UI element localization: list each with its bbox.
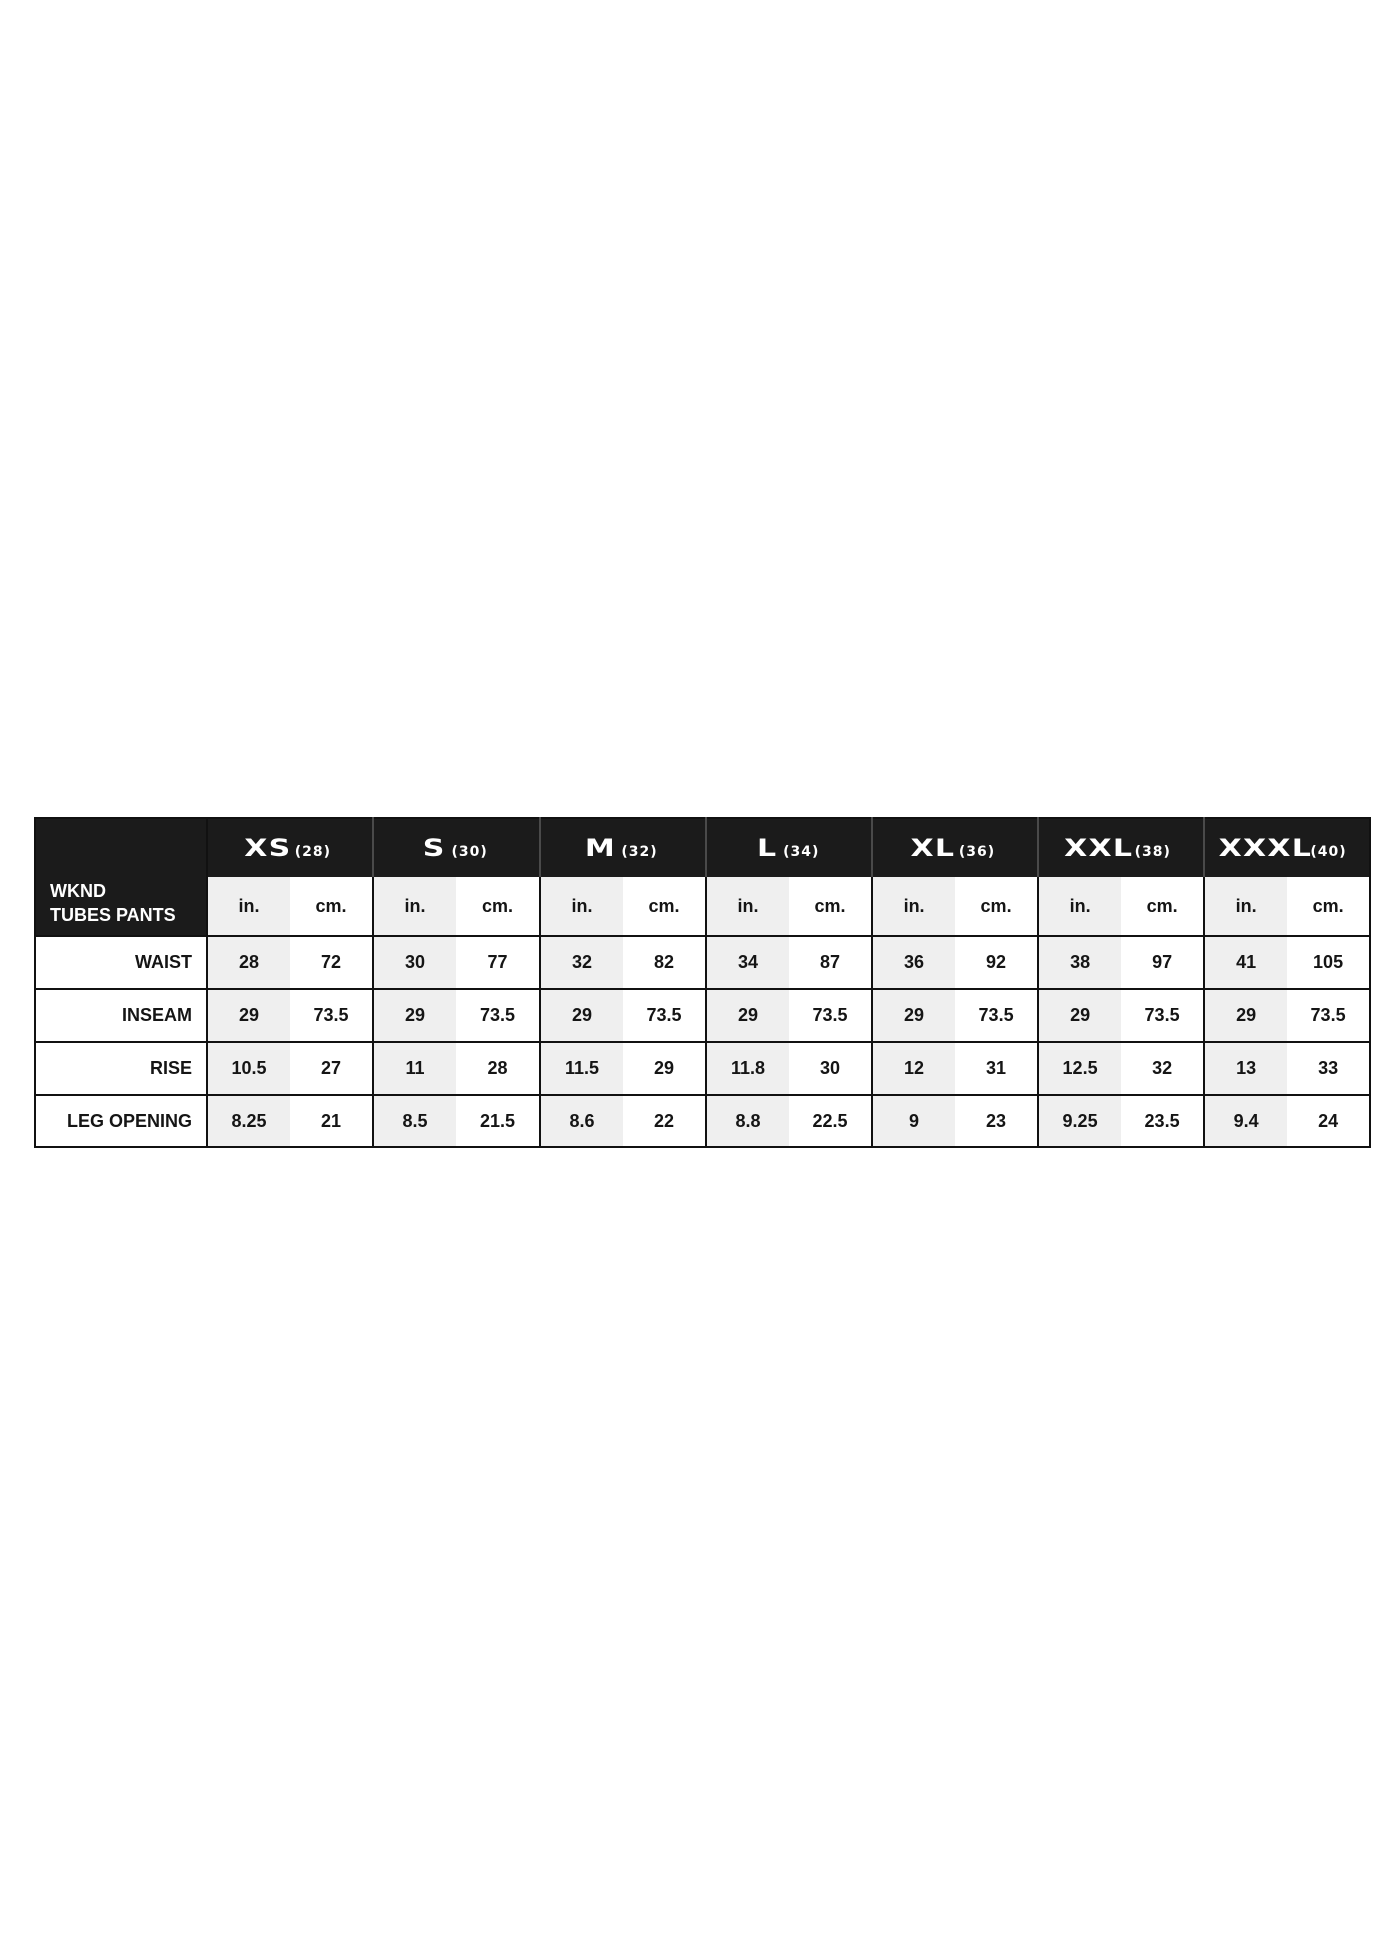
- value-inches-cell: 32: [540, 936, 623, 989]
- value-inches-cell: 36: [872, 936, 955, 989]
- value-inches-cell: 38: [1038, 936, 1121, 989]
- size-waist-number: (40): [1310, 844, 1347, 860]
- size-waist-number: (38): [1134, 844, 1171, 860]
- value-inches-cell: 9.25: [1038, 1095, 1121, 1147]
- value-inches-cell: 13: [1204, 1042, 1287, 1095]
- unit-in-header: in.: [872, 877, 955, 936]
- value-cm-cell: 28: [456, 1042, 540, 1095]
- value-cm-cell: 32: [1121, 1042, 1204, 1095]
- value-cm-cell: 22.5: [789, 1095, 872, 1147]
- value-cm-cell: 97: [1121, 936, 1204, 989]
- value-cm-cell: 22: [623, 1095, 706, 1147]
- unit-in-header: in.: [1038, 877, 1121, 936]
- value-inches-cell: 29: [540, 989, 623, 1042]
- value-inches-cell: 11: [373, 1042, 456, 1095]
- size-label: XL: [910, 834, 956, 862]
- value-inches-cell: 29: [207, 989, 290, 1042]
- value-cm-cell: 73.5: [290, 989, 373, 1042]
- value-cm-cell: 23.5: [1121, 1095, 1204, 1147]
- brand-label: WKND: [50, 881, 106, 901]
- value-inches-cell: 8.6: [540, 1095, 623, 1147]
- unit-in-header: in.: [706, 877, 789, 936]
- value-cm-cell: 73.5: [456, 989, 540, 1042]
- value-inches-cell: 29: [1204, 989, 1287, 1042]
- value-cm-cell: 23: [955, 1095, 1038, 1147]
- table-row: [35, 1042, 1370, 1095]
- value-inches-cell: 8.8: [706, 1095, 789, 1147]
- unit-cm-header: cm.: [456, 877, 540, 936]
- size-label: L: [756, 834, 778, 862]
- value-inches-cell: 30: [373, 936, 456, 989]
- unit-in-header: in.: [1204, 877, 1287, 936]
- value-cm-cell: 24: [1287, 1095, 1370, 1147]
- value-inches-cell: 28: [207, 936, 290, 989]
- value-cm-cell: 92: [955, 936, 1038, 989]
- unit-in-header: in.: [540, 877, 623, 936]
- value-cm-cell: 72: [290, 936, 373, 989]
- measurement-label: RISE: [35, 1042, 207, 1095]
- size-header-xxxl: [1204, 818, 1370, 877]
- value-cm-cell: 87: [789, 936, 872, 989]
- value-inches-cell: 41: [1204, 936, 1287, 989]
- size-waist-number: (36): [958, 844, 996, 860]
- value-inches-cell: 9.4: [1204, 1095, 1287, 1147]
- size-chart-table: [34, 817, 1371, 1148]
- table-row: [35, 1095, 1370, 1147]
- value-inches-cell: 29: [1038, 989, 1121, 1042]
- size-label: S: [422, 834, 446, 862]
- table-row: [35, 989, 1370, 1042]
- value-cm-cell: 73.5: [955, 989, 1038, 1042]
- size-waist-number: (28): [294, 844, 332, 860]
- unit-in-header: in.: [207, 877, 290, 936]
- value-inches-cell: 34: [706, 936, 789, 989]
- measurement-label: INSEAM: [35, 989, 207, 1042]
- size-header-m: [540, 818, 706, 877]
- value-cm-cell: 77: [456, 936, 540, 989]
- measurement-label: LEG OPENING: [35, 1095, 207, 1147]
- value-inches-cell: 29: [872, 989, 955, 1042]
- unit-cm-header: cm.: [1121, 877, 1204, 936]
- unit-in-header: in.: [373, 877, 456, 936]
- size-label: XXXL: [1218, 834, 1312, 862]
- size-header-row: [35, 818, 1370, 877]
- value-cm-cell: 27: [290, 1042, 373, 1095]
- product-name-cell: [35, 818, 207, 936]
- value-cm-cell: 30: [789, 1042, 872, 1095]
- value-cm-cell: 33: [1287, 1042, 1370, 1095]
- table-row: [35, 936, 1370, 989]
- value-cm-cell: 82: [623, 936, 706, 989]
- size-waist-number: (30): [451, 844, 488, 860]
- unit-cm-header: cm.: [1287, 877, 1370, 936]
- value-cm-cell: 73.5: [623, 989, 706, 1042]
- product-name-label: TUBES PANTS: [50, 905, 176, 925]
- unit-cm-header: cm.: [955, 877, 1038, 936]
- value-inches-cell: 12.5: [1038, 1042, 1121, 1095]
- value-inches-cell: 29: [706, 989, 789, 1042]
- size-label: M: [585, 834, 617, 862]
- value-cm-cell: 29: [623, 1042, 706, 1095]
- unit-header-row: [35, 877, 1370, 936]
- size-label: XXL: [1064, 834, 1134, 862]
- size-waist-number: (34): [783, 844, 820, 860]
- value-cm-cell: 73.5: [789, 989, 872, 1042]
- value-cm-cell: 31: [955, 1042, 1038, 1095]
- value-inches-cell: 9: [872, 1095, 955, 1147]
- unit-cm-header: cm.: [789, 877, 872, 936]
- value-inches-cell: 8.5: [373, 1095, 456, 1147]
- measurement-rows: [35, 936, 1370, 1147]
- value-inches-cell: 8.25: [207, 1095, 290, 1147]
- size-waist-number: (32): [621, 844, 658, 860]
- size-header-xxl: [1038, 818, 1204, 877]
- value-inches-cell: 12: [872, 1042, 955, 1095]
- value-cm-cell: 21.5: [456, 1095, 540, 1147]
- size-header-s: [373, 818, 540, 877]
- value-inches-cell: 11.8: [706, 1042, 789, 1095]
- value-cm-cell: 73.5: [1121, 989, 1204, 1042]
- measurement-label: WAIST: [35, 936, 207, 989]
- value-cm-cell: 21: [290, 1095, 373, 1147]
- size-label: XS: [244, 834, 292, 862]
- size-header-xl: [872, 818, 1038, 877]
- value-inches-cell: 11.5: [540, 1042, 623, 1095]
- value-cm-cell: 73.5: [1287, 989, 1370, 1042]
- unit-cm-header: cm.: [290, 877, 373, 936]
- value-cm-cell: 105: [1287, 936, 1370, 989]
- value-inches-cell: 29: [373, 989, 456, 1042]
- size-header-l: [706, 818, 872, 877]
- unit-cm-header: cm.: [623, 877, 706, 936]
- size-header-xs: [207, 818, 373, 877]
- value-inches-cell: 10.5: [207, 1042, 290, 1095]
